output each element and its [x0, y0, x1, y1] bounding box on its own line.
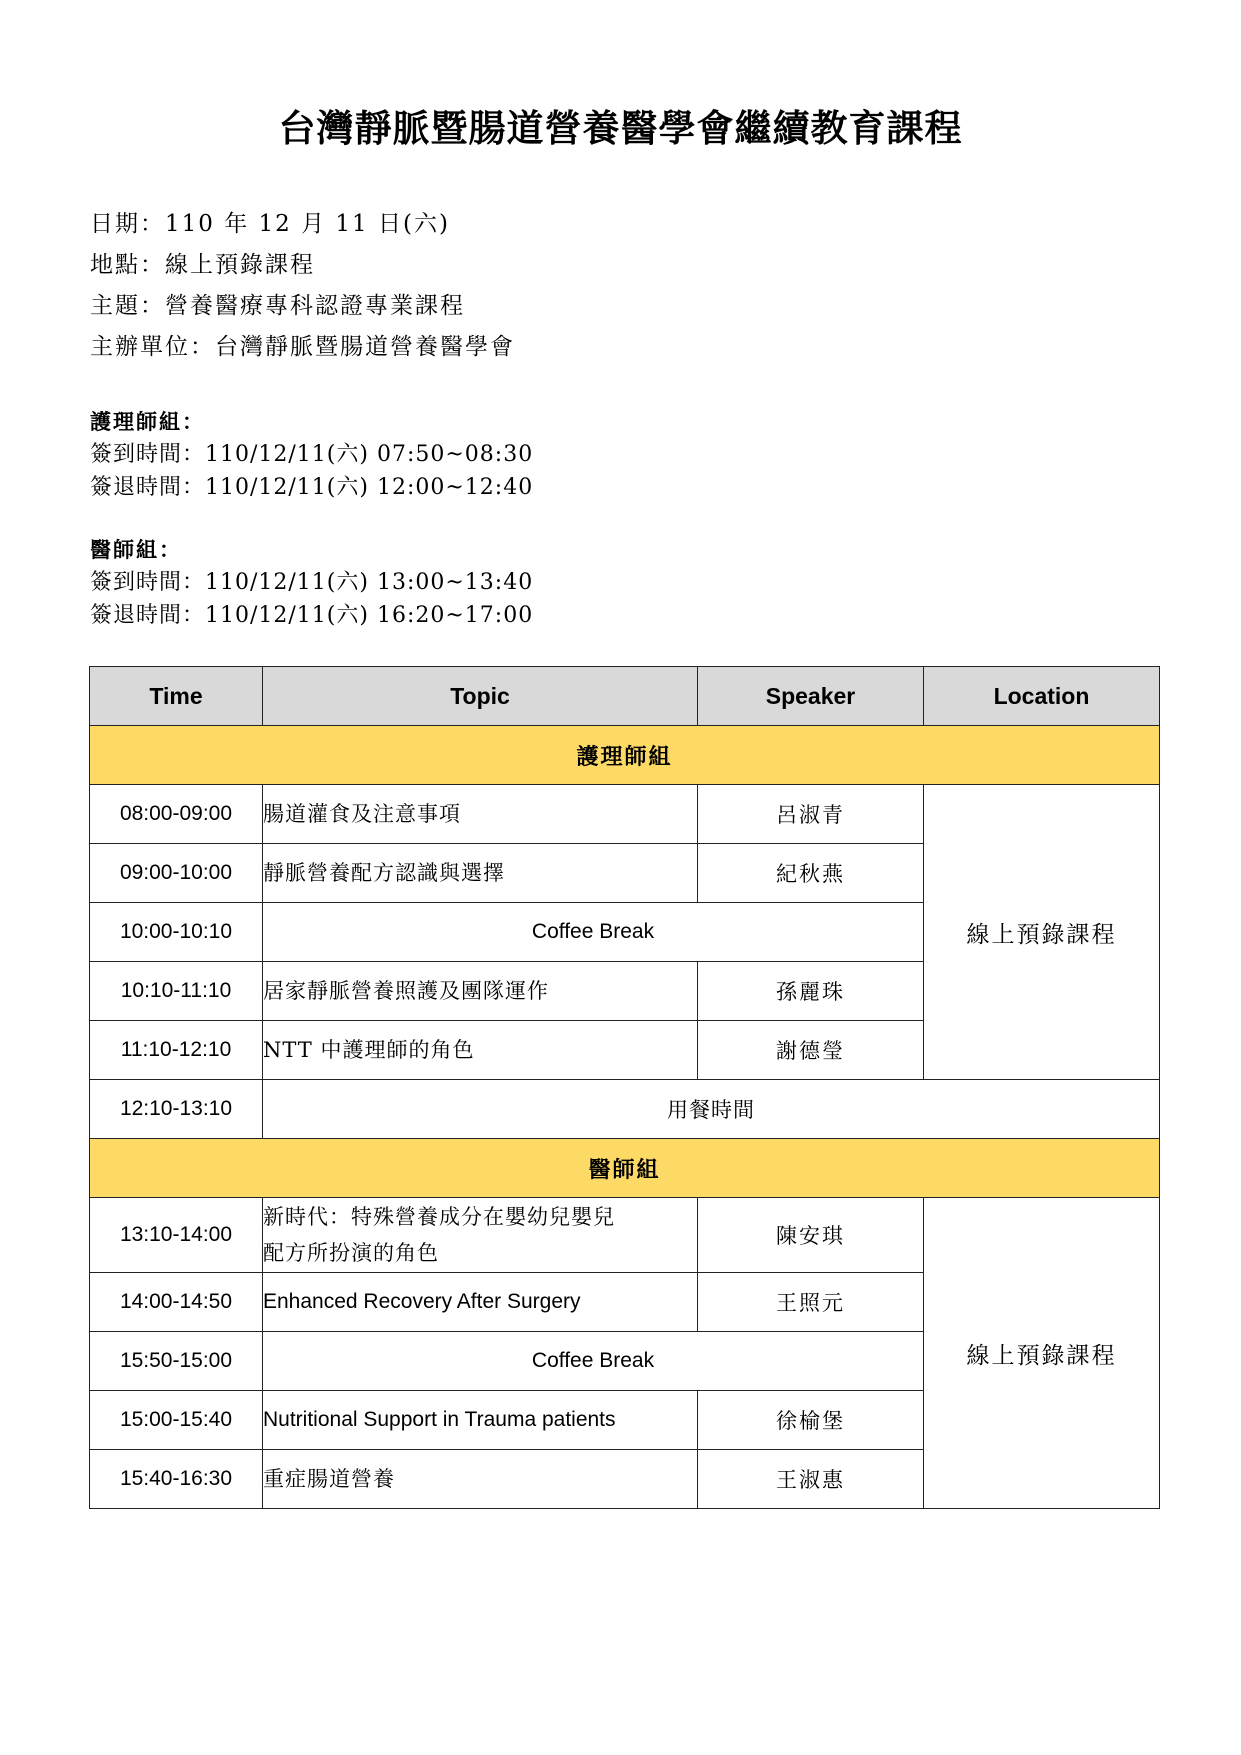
- table-row-lunch: [90, 1080, 1160, 1139]
- section-row-doctor: [90, 1139, 1160, 1198]
- session-speaker: 孫麗珠: [698, 962, 924, 1021]
- session-time: 15:00-15:40: [90, 1391, 263, 1450]
- section-label-doctor: 醫師組: [90, 1139, 1160, 1198]
- section-label-nurse: 護理師組: [90, 726, 1160, 785]
- table-row: [90, 1198, 1160, 1273]
- session-time: 15:50-15:00: [90, 1332, 263, 1391]
- event-subject: 主題：營養醫療專科認證專業課程: [90, 293, 465, 319]
- nurse-location: 線上預錄課程: [924, 785, 1160, 1080]
- table-row: [90, 785, 1160, 844]
- coffee-break: Coffee Break: [263, 903, 924, 962]
- session-topic: NTT 中護理師的角色: [263, 1021, 698, 1080]
- session-topic: 重症腸道營養: [263, 1450, 698, 1509]
- lunch-time: 12:10-13:10: [90, 1080, 263, 1139]
- session-time: 08:00-09:00: [90, 785, 263, 844]
- session-topic: 居家靜脈營養照護及團隊運作: [263, 962, 698, 1021]
- doctor-location: 線上預錄課程: [924, 1198, 1160, 1509]
- session-topic: Enhanced Recovery After Surgery: [263, 1273, 698, 1332]
- event-organizer: 主辦單位：台灣靜脈暨腸道營養醫學會: [90, 334, 515, 360]
- session-topic-line2: 配方所扮演的角色: [263, 1241, 439, 1265]
- doctor-signin-time: 簽到時間：110/12/11(六) 13:00~13:40: [90, 570, 534, 595]
- session-speaker: 陳安琪: [698, 1198, 924, 1273]
- header-speaker: Speaker: [698, 667, 924, 726]
- nurse-group-info: [90, 406, 533, 504]
- event-date: 日期：110 年 12 月 11 日(六): [90, 211, 450, 237]
- doctor-group-heading: 醫師組：: [90, 537, 182, 562]
- session-speaker: 呂淑青: [698, 785, 924, 844]
- schedule-table: [89, 666, 1160, 1509]
- nurse-signout-time: 簽退時間：110/12/11(六) 12:00~12:40: [90, 475, 534, 500]
- table-header-row: [90, 667, 1160, 726]
- header-time: Time: [90, 667, 263, 726]
- header-topic: Topic: [263, 667, 698, 726]
- session-speaker: 謝德瑩: [698, 1021, 924, 1080]
- doctor-group-info: [90, 534, 533, 632]
- session-time: 14:00-14:50: [90, 1273, 263, 1332]
- session-time: 15:40-16:30: [90, 1450, 263, 1509]
- nurse-signin-time: 簽到時間：110/12/11(六) 07:50~08:30: [90, 442, 534, 467]
- event-place: 地點：線上預錄課程: [90, 252, 315, 278]
- session-topic: 靜脈營養配方認識與選擇: [263, 844, 698, 903]
- section-row-nurse: [90, 726, 1160, 785]
- event-info: [90, 204, 515, 368]
- session-time: 10:10-11:10: [90, 962, 263, 1021]
- doctor-signout-time: 簽退時間：110/12/11(六) 16:20~17:00: [90, 603, 534, 628]
- session-topic: Nutritional Support in Trauma patients: [263, 1391, 698, 1450]
- session-time: 10:00-10:10: [90, 903, 263, 962]
- lunch-label: 用餐時間: [263, 1080, 1160, 1139]
- session-time: 11:10-12:10: [90, 1021, 263, 1080]
- page-title: 台灣靜脈暨腸道營養醫學會繼續教育課程: [278, 106, 963, 150]
- session-speaker: 王淑惠: [698, 1450, 924, 1509]
- session-topic-line1: 新時代：特殊營養成分在嬰幼兒嬰兒: [263, 1205, 615, 1229]
- session-speaker: 王照元: [698, 1273, 924, 1332]
- session-speaker: 紀秋燕: [698, 844, 924, 903]
- session-topic: [263, 1198, 698, 1273]
- session-speaker: 徐榆堡: [698, 1391, 924, 1450]
- session-time: 13:10-14:00: [90, 1198, 263, 1273]
- coffee-break: Coffee Break: [263, 1332, 924, 1391]
- session-time: 09:00-10:00: [90, 844, 263, 903]
- header-location: Location: [924, 667, 1160, 726]
- nurse-group-heading: 護理師組：: [90, 409, 205, 434]
- session-topic: 腸道灌食及注意事項: [263, 785, 698, 844]
